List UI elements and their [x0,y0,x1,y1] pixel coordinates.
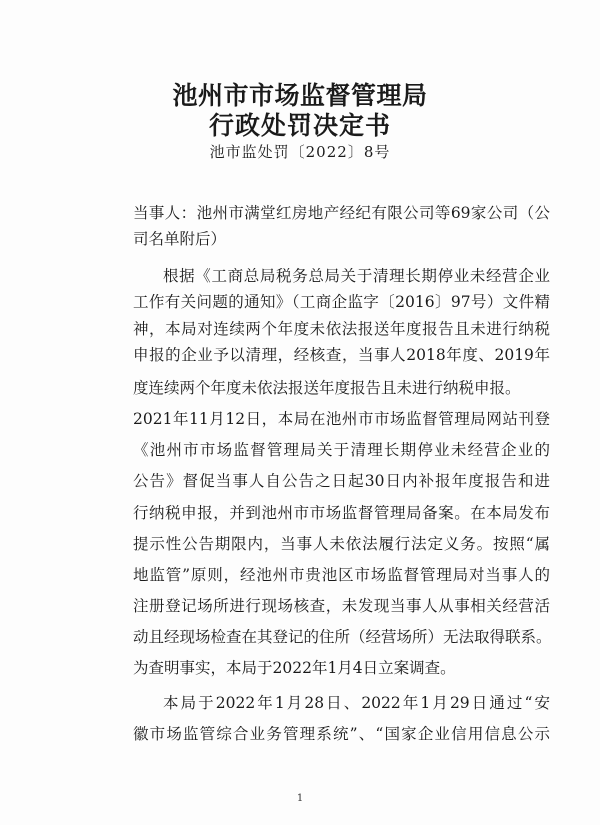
page-number: 1 [296,793,304,804]
body-line: 司名单附后） [133,230,227,248]
body-line: 注册登记场所进行现场核查，未发现当事人从事相关经营活 [133,597,550,615]
body-line: 申报的企业予以清理，经核查，当事人2018年度、2019年 [133,346,550,364]
body-line: 《池州市市场监督管理局关于清理长期停业未经营企业的 [133,441,550,459]
body-line: 神，本局对连续两个年度未依法报送年度报告且未进行纳税 [133,320,550,338]
body-line: 根据《工商总局税务总局关于清理长期停业未经营企业 [163,267,550,285]
document-title-authority: 池州市市场监督管理局 [172,81,428,110]
body-line: 度连续两个年度未依法报送年度报告且未进行纳税申报。 [133,379,521,397]
body-line: 2021年11月12日，本局在池州市市场监督管理局网站刊登 [133,410,550,428]
document-title-type: 行政处罚决定书 [208,111,391,140]
body-line: 工作有关问题的通知》（工商企监字〔2016〕97号）文件精 [133,293,550,311]
body-line: 动且经现场检查在其登记的住所（经营场所）无法取得联系。 [133,628,552,646]
body-line: 提示性公告期限内，当事人未依法履行法定义务。按照“属 [133,535,550,553]
body-line: 当事人：池州市满堂红房地产经纪有限公司等69家公司（公 [133,204,550,222]
body-line: 本局于2022年1月28日、2022年1月29日通过“安 [163,694,550,712]
body-line: 地监管”原则，经池州市贵池区市场监督管理局对当事人的 [133,566,550,584]
body-line: 为查明事实，本局于2022年1月4日立案调查。 [133,659,456,677]
body-line: 徽市场监管综合业务管理系统”、“国家企业信用信息公示 [133,725,550,743]
body-line: 行纳税申报，并到池州市市场监督管理局备案。在本局发布 [133,504,550,522]
document-number: 池市监处罚〔2022〕8号 [209,143,391,161]
body-line: 公告》督促当事人自公告之日起30日内补报年度报告和进 [133,472,550,490]
